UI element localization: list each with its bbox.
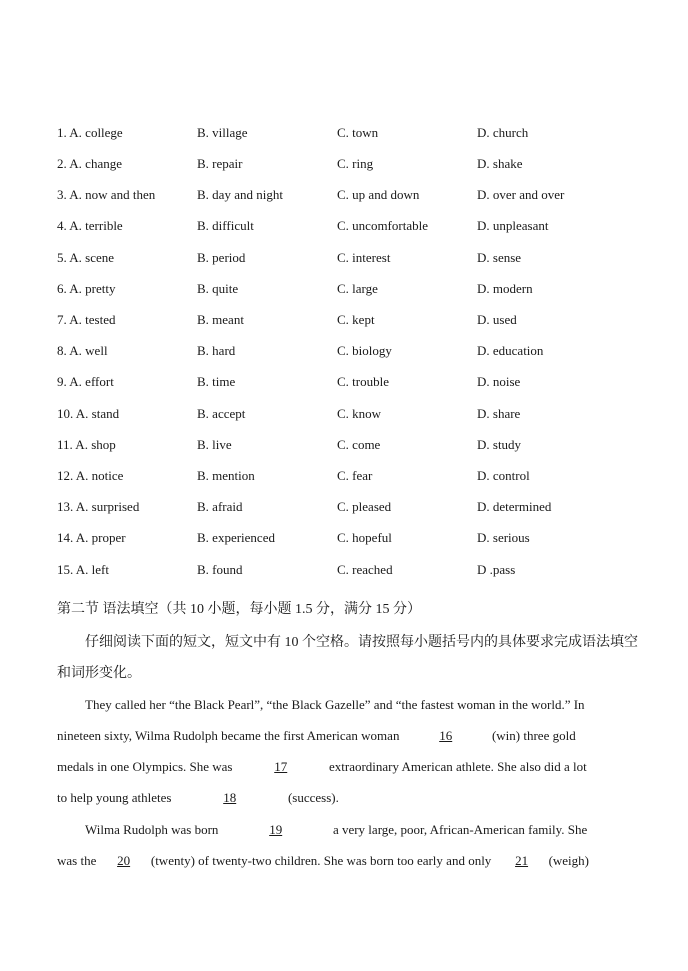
option-c: C. know	[337, 406, 382, 421]
option-d: D. determined	[477, 499, 552, 514]
option-d: D. modern	[477, 281, 533, 296]
option-row	[0, 341, 688, 361]
option-a: 4. A. terrible	[57, 218, 123, 233]
option-c: C. town	[337, 125, 379, 140]
option-a: 15. A. left	[57, 562, 109, 577]
answer-blank-17[interactable]: 17	[274, 759, 288, 774]
passage-line	[85, 820, 587, 840]
option-d: D. unpleasant	[477, 218, 549, 233]
option-c: C. biology	[337, 343, 392, 358]
option-d: D. share	[477, 406, 521, 421]
option-b: B. day and night	[197, 187, 283, 202]
option-c: C. reached	[337, 562, 393, 577]
option-a: 5. A. scene	[57, 250, 115, 265]
passage-text: a very large, poor, African-American family. She	[329, 822, 588, 837]
option-row	[0, 497, 688, 517]
passage-text: was the	[57, 853, 100, 868]
instruction-line-1: 仔细阅读下面的短文，短文中有 10 个空格。请按照每小题括号内的具体要求完成语法填空	[85, 635, 638, 650]
option-row	[0, 404, 688, 424]
option-a: 2. A. change	[57, 156, 122, 171]
option-c: C. interest	[337, 250, 391, 265]
passage-text: Wilma Rudolph was born	[85, 822, 222, 837]
option-row	[0, 310, 688, 330]
option-c: C. pleased	[337, 499, 392, 514]
option-b: B. repair	[197, 156, 243, 171]
option-b: B. village	[197, 125, 248, 140]
option-a: 9. A. effort	[57, 374, 114, 389]
option-d: D. church	[477, 125, 529, 140]
option-c: C. kept	[337, 312, 375, 327]
option-b: B. meant	[197, 312, 244, 327]
option-b: B. accept	[197, 406, 246, 421]
option-row	[0, 185, 688, 205]
option-d: D. serious	[477, 530, 530, 545]
option-row	[0, 372, 688, 392]
option-b: B. mention	[197, 468, 255, 483]
passage-text: nineteen sixty, Wilma Rudolph became the first American woman	[57, 728, 403, 743]
option-d: D. noise	[477, 374, 521, 389]
option-b: B. afraid	[197, 499, 243, 514]
option-a: 12. A. notice	[57, 468, 124, 483]
option-d: D. sense	[477, 250, 522, 265]
option-row	[0, 216, 688, 236]
passage-text: to help young athletes	[57, 790, 175, 805]
passage-text: (weigh)	[548, 853, 589, 868]
option-c: C. fear	[337, 468, 373, 483]
option-d: D .pass	[477, 562, 516, 577]
option-d: D. education	[477, 343, 544, 358]
option-c: C. ring	[337, 156, 374, 171]
passage-line: They called her “the Black Pearl”, “the Black Gazelle” and “the fastest woman in the world.” In	[85, 697, 585, 712]
option-b: B. found	[197, 562, 243, 577]
option-b: B. experienced	[197, 530, 275, 545]
passage-line	[57, 788, 339, 808]
option-row	[0, 435, 688, 455]
option-row	[0, 154, 688, 174]
option-b: B. time	[197, 374, 236, 389]
option-row	[0, 528, 688, 548]
option-b: B. difficult	[197, 218, 254, 233]
option-c: C. come	[337, 437, 381, 452]
passage-line	[57, 757, 587, 777]
option-d: D. shake	[477, 156, 523, 171]
option-c: C. trouble	[337, 374, 389, 389]
option-b: B. period	[197, 250, 246, 265]
option-row	[0, 123, 688, 143]
passage-text: extraordinary American athlete. She also did a lot	[325, 759, 587, 774]
option-row	[0, 248, 688, 268]
option-a: 1. A. college	[57, 125, 123, 140]
passage-text: medals in one Olympics. She was	[57, 759, 236, 774]
option-row	[0, 279, 688, 299]
passage-line	[57, 726, 576, 746]
passage-line	[57, 851, 589, 871]
passage-text: (win) three gold	[488, 728, 576, 743]
answer-blank-16[interactable]: 16	[439, 728, 453, 743]
option-b: B. live	[197, 437, 232, 452]
option-b: B. quite	[197, 281, 239, 296]
option-d: D. used	[477, 312, 517, 327]
option-b: B. hard	[197, 343, 236, 358]
option-c: C. uncomfortable	[337, 218, 428, 233]
option-d: D. over and over	[477, 187, 565, 202]
option-a: 3. A. now and then	[57, 187, 156, 202]
answer-blank-18[interactable]: 18	[223, 790, 237, 805]
option-c: C. hopeful	[337, 530, 392, 545]
option-row	[0, 560, 688, 580]
passage-text: (success).	[284, 790, 339, 805]
option-a: 11. A. shop	[57, 437, 116, 452]
answer-blank-19[interactable]: 19	[269, 822, 283, 837]
option-a: 6. A. pretty	[57, 281, 116, 296]
option-a: 8. A. well	[57, 343, 108, 358]
option-c: C. large	[337, 281, 378, 296]
answer-blank-20[interactable]: 20	[117, 853, 131, 868]
section-title: 第二节 语法填空（共 10 小题，每小题 1.5 分，满分 15 分）	[57, 602, 421, 617]
passage-text: (twenty) of twenty-two children. She was born too early and only	[147, 853, 495, 868]
option-a: 10. A. stand	[57, 406, 120, 421]
answer-blank-21[interactable]: 21	[515, 853, 529, 868]
option-row	[0, 466, 688, 486]
instruction-line-2: 和词形变化。	[57, 666, 141, 681]
option-c: C. up and down	[337, 187, 420, 202]
option-d: D. control	[477, 468, 530, 483]
option-a: 7. A. tested	[57, 312, 116, 327]
option-a: 13. A. surprised	[57, 499, 140, 514]
option-d: D. study	[477, 437, 522, 452]
option-a: 14. A. proper	[57, 530, 126, 545]
